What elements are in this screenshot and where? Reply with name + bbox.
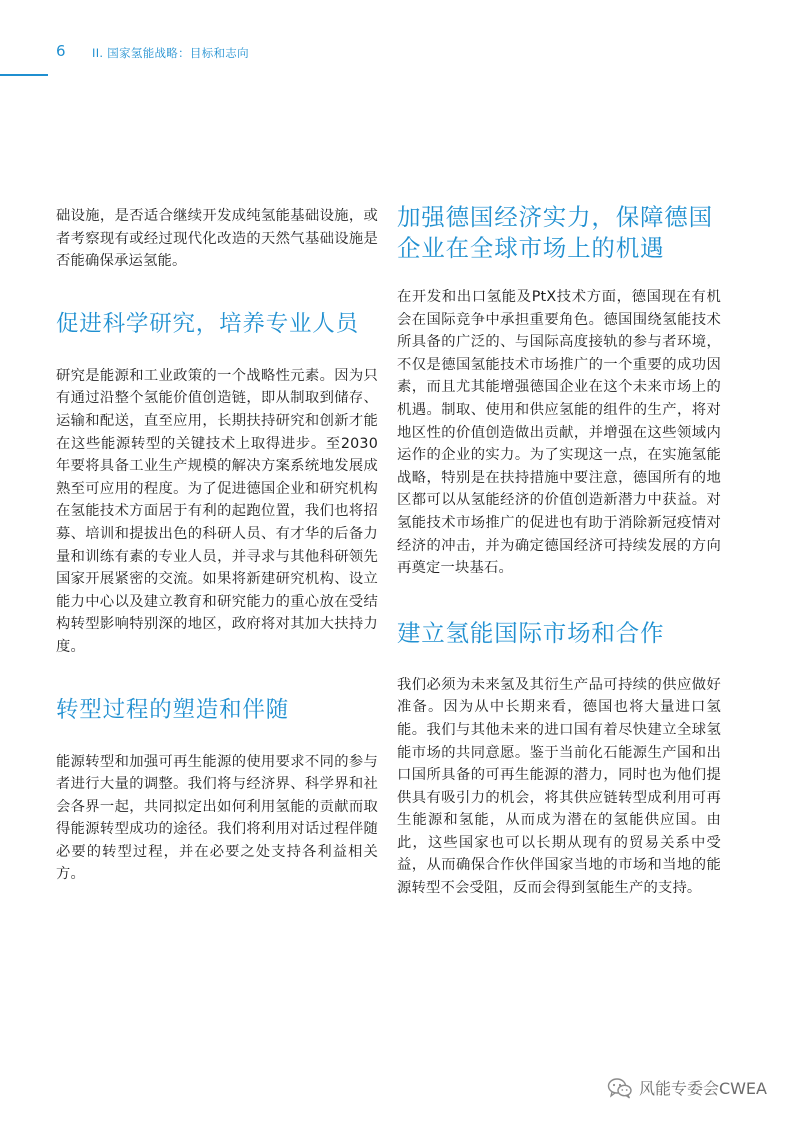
paragraph-research: 研究是能源和工业政策的一个战略性元素。因为只有通过沿整个氢能价值创造链，即从制取到储存、运输和配送，直至应用，长期扶持研究和创新才能在这些能源转型的关键技术上取得进步。至2030年要将具备工业生产规模的解决方案系统地发展成熟至可应用的程度。为了促进德国企业和研究机构在氢能技术方面居于有利的起跑位置，我们也将招募、培训和提拔出色的科研人员、有才华的后备力量和训练有素的专业人员，并寻求与其他科研领先国家开展紧密的交流。如果将新建研究机构、设立能力中心以及建立教育和研究能力的重心放在受结构转型影响特别深的地区，政府将对其加大扶持力度。	[56, 367, 378, 655]
paragraph-economy: 在开发和出口氢能及PtX技术方面，德国现在有机会在国际竞争中承担重要角色。德国围绕氢能技术所具备的广泛的、与国际高度接轨的参与者环境，不仅是德国氢能技术市场推广的一个重要的成功因素，而且尤其能增强德国企业在这个未来市场上的机遇。制取、使用和供应氢能的组件的生产，将对地区性的价值创造做出贡献，并增强在这些领域内运作的企业的实力。为了实现这一点，在实施氢能战略，特别是在扶持措施中要注意，德国所有的地区都可以从氢能经济的价值创造新潜力中获益。对氢能技术市场推广的促进也有助于消除新冠疫情对经济的冲击，并为确定德国经济可持续发展的方向再奠定一块基石。	[397, 289, 721, 577]
paragraph-international-market: 我们必须为未来氢及其衍生产品可持续的供应做好准备。因为从中长期来看，德国也将大量进口氢能。我们与其他未来的进口国有着尽快建立全球氢能市场的共同意愿。鉴于当前化石能源生产国和出口国所具备的可再生能源的潜力，同时也为他们提供具有吸引力的机会，将其供应链转型成利用可再生能源和氢能，从而成为潜在的氢能供应国。由此，这些国家也可以长期从现有的贸易关系中受益，从而确保合作伙伴国家当地的市场和当地的能源转型不会受阻，反而会得到氢能生产的支持。	[397, 676, 721, 897]
heading-economy: 加强德国经济实力，保障德国企业在全球市场上的机遇	[397, 203, 713, 262]
paragraph-transition: 能源转型和加强可再生能源的使用要求不同的参与者进行大量的调整。我们将与经济界、科学界和社会各界一起，共同拟定出如何利用氢能的贡献而取得能源转型成功的途径。我们将利用对话过程伴随必要的转型过程，并在必要之处支持各利益相关方。	[56, 753, 378, 883]
heading-transition: 转型过程的塑造和伴随	[56, 696, 290, 723]
running-header: II. 国家氢能战略：目标和志向	[92, 46, 249, 60]
intro-paragraph: 础设施，是否适合继续开发成纯氢能基础设施，或者考察现有或经过现代化改造的天然气基础设施是否能确保承运氢能。	[56, 208, 378, 270]
watermark	[607, 1076, 767, 1099]
left-column	[56, 205, 378, 886]
right-column	[397, 205, 721, 900]
wechat-icon	[607, 1077, 633, 1099]
watermark-text: 风能专委会CWEA	[638, 1079, 767, 1098]
header-rule	[0, 74, 48, 76]
heading-research: 促进科学研究，培养专业人员	[56, 310, 359, 337]
page-number: 6	[56, 42, 66, 60]
heading-international-market: 建立氢能国际市场和合作	[397, 618, 665, 647]
